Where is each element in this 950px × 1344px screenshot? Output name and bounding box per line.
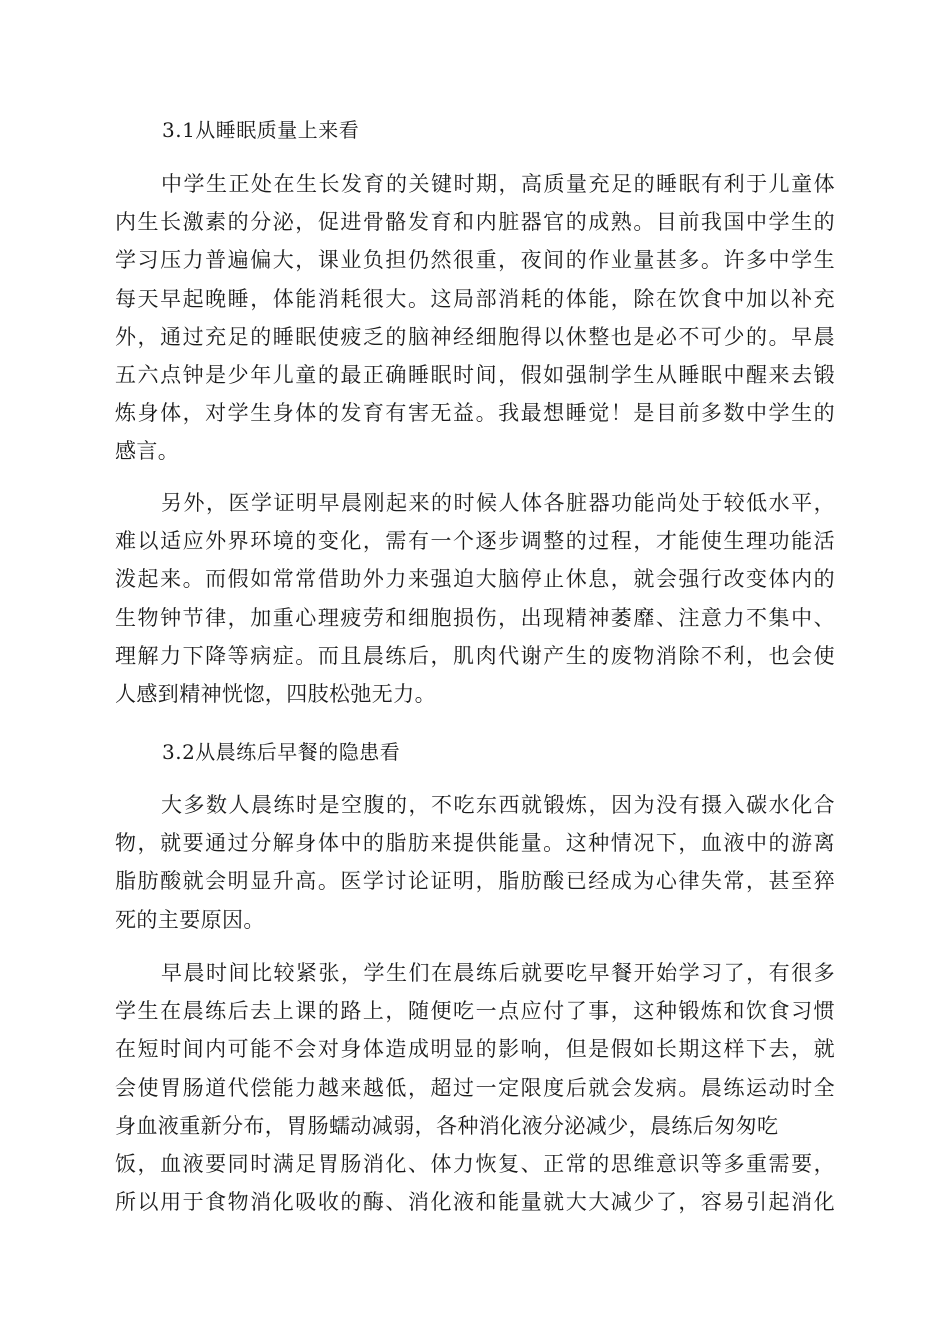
paragraph-sleep-quality	[115, 165, 835, 471]
paragraph-line: 所以用于食物消化吸收的酶、消化液和能量就大大减少了，容易引起消化	[115, 1190, 835, 1215]
paragraph-empty-stomach	[115, 786, 835, 939]
section-heading-3-1: 3.1从睡眠质量上来看	[162, 118, 360, 142]
paragraph-line: 感言。	[115, 439, 180, 464]
paragraph-breakfast-habits	[115, 954, 835, 1221]
paragraph-line: 内生长激素的分泌，促进骨骼发育和内脏器官的成熟。目前我国中学生的	[115, 210, 835, 235]
paragraph-line: 外，通过充足的睡眠使疲乏的脑神经细胞得以休整也是必不可少的。早晨	[115, 324, 835, 349]
paragraph-line: 难以适应外界环境的变化，需有一个逐步调整的过程，才能使生理功能活	[115, 529, 835, 554]
paragraph-line: 物，就要通过分解身体中的脂肪来提供能量。这种情况下，血液中的游离	[115, 831, 835, 856]
paragraph-line: 泼起来。而假如常常借助外力来强迫大脑停止休息，就会强行改变体内的	[115, 567, 835, 592]
paragraph-line: 学生在晨练后去上课的路上，随便吃一点应付了事，这种锻炼和饮食习惯	[115, 999, 835, 1024]
paragraph-line: 炼身体，对学生身体的发育有害无益。我最想睡觉！是目前多数中学生的	[115, 401, 835, 426]
paragraph-line: 理解力下降等病症。而且晨练后，肌肉代谢产生的废物消除不利，也会使	[115, 643, 835, 668]
paragraph-line: 学习压力普遍偏大，课业负担仍然很重，夜间的作业量甚多。许多中学生	[115, 248, 835, 273]
paragraph-line: 早晨时间比较紧张，学生们在晨练后就要吃早餐开始学习了，有很多	[161, 961, 835, 985]
paragraph-line: 身血液重新分布，胃肠蠕动减弱，各种消化液分泌减少，晨练后匆匆吃	[115, 1113, 779, 1138]
paragraph-line: 饭，血液要同时满足胃肠消化、体力恢复、正常的思维意识等多重需要，	[115, 1151, 835, 1176]
paragraph-morning-organs	[115, 484, 835, 713]
paragraph-line: 另外，医学证明早晨刚起来的时候人体各脏器功能尚处于较低水平，	[161, 491, 835, 515]
paragraph-line: 人感到精神恍惚，四肢松弛无力。	[115, 681, 436, 706]
paragraph-line: 五六点钟是少年儿童的最正确睡眠时间，假如强制学生从睡眠中醒来去锻	[115, 362, 835, 387]
paragraph-line: 死的主要原因。	[115, 907, 265, 932]
paragraph-line: 会使胃肠道代偿能力越来越低，超过一定限度后就会发病。晨练运动时全	[115, 1075, 835, 1100]
paragraph-line: 生物钟节律，加重心理疲劳和细胞损伤，出现精神萎靡、注意力不集中、	[115, 605, 835, 630]
section-heading-3-2: 3.2从晨练后早餐的隐患看	[162, 740, 401, 764]
paragraph-line: 大多数人晨练时是空腹的，不吃东西就锻炼，因为没有摄入碳水化合	[161, 793, 835, 817]
paragraph-line: 每天早起晚睡，体能消耗很大。这局部消耗的体能，除在饮食中加以补充	[115, 286, 835, 311]
paragraph-line: 脂肪酸就会明显升高。医学讨论证明，脂肪酸已经成为心律失常，甚至猝	[115, 869, 835, 894]
paragraph-line: 中学生正处在生长发育的关键时期，高质量充足的睡眠有利于儿童体	[161, 172, 835, 196]
paragraph-line: 在短时间内可能不会对身体造成明显的影响，但是假如长期这样下去，就	[115, 1037, 835, 1062]
